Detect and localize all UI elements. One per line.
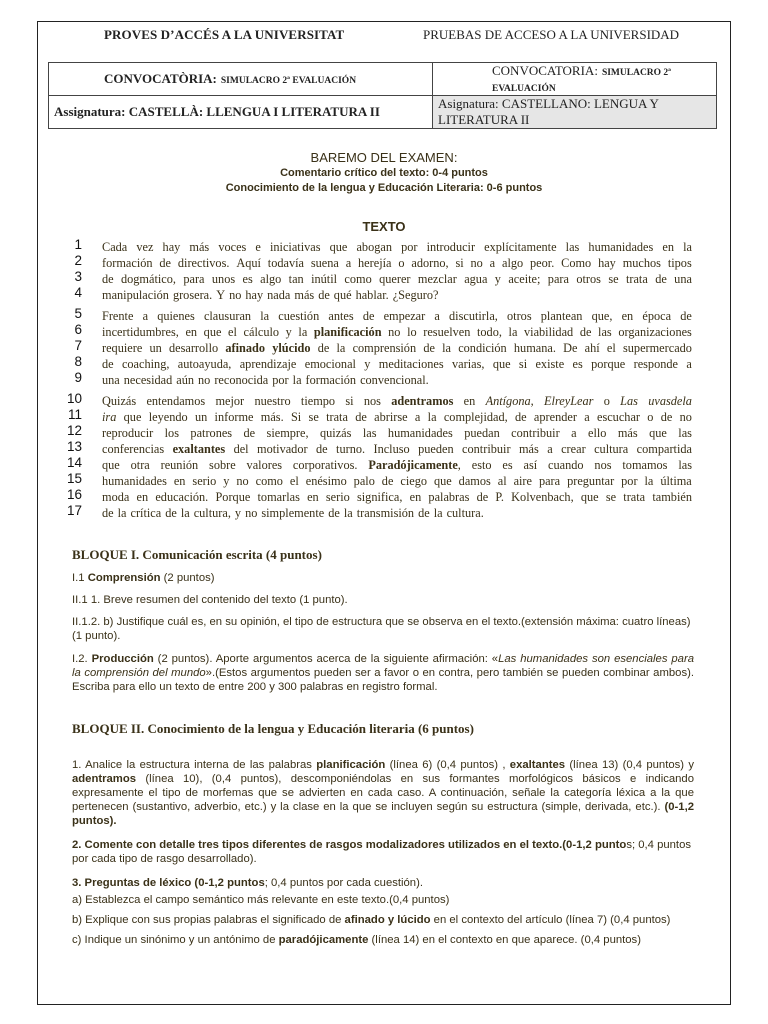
- text-line: [60, 271, 692, 287]
- line-text: moda en educación. Porque tomarlas en serio significa, en palabras de P. Kolvenbach, que se trata también: [102, 490, 692, 504]
- bloque-1-title: BLOQUE I. Comunicación escrita (4 puntos): [72, 547, 322, 562]
- line-text: de la crítica de la cultura, y no simplemente de la transmisión de la cultura.: [102, 506, 484, 520]
- line-number: 17: [66, 503, 82, 518]
- line-number: 12: [66, 423, 82, 438]
- line-number: 13: [66, 439, 82, 454]
- question-b2-3: 3. Preguntas de léxico (0-1,2 puntos; 0,4 puntos por cada cuestión).: [72, 877, 423, 889]
- text-line: [60, 489, 692, 505]
- text-line: [60, 425, 692, 441]
- line-number: 9: [74, 370, 82, 385]
- text-line: [60, 457, 692, 473]
- line-text: requiere un desarrollo afinado ylúcido de la comprensión de la condición humana. De ahí el supermercado: [102, 341, 692, 355]
- line-text: incertidumbres, en que el cálculo y la planificación no lo resuelven todo, la viabilidad de las organizaciones: [102, 325, 692, 339]
- line-number: 3: [74, 269, 82, 284]
- line-number: 11: [67, 407, 82, 422]
- header-convocatoria-spanish: CONVOCATORIA: SIMULACRO 2ª EVALUACIÓN: [433, 63, 717, 96]
- line-text: de coaching, autoayuda, aprendizaje emocional y meditaciones varias, que si existe es porque responde a: [102, 357, 692, 371]
- text-line: [60, 372, 692, 388]
- texto-heading: TEXTO: [362, 219, 406, 234]
- line-number: 4: [74, 285, 82, 300]
- baremo-line-comentario: Comentario crítico del texto: 0-4 puntos: [280, 167, 488, 179]
- text-line: [60, 409, 692, 425]
- line-number: 2: [74, 253, 82, 268]
- line-text: reproducir los patrones de siempre, quizás las humanidades puedan contribuir a ello más que las: [102, 426, 692, 440]
- line-text: ira que leyendo un informe más. Si se trata de abrirse a la complejidad, de aprender a escuchar o de no: [102, 410, 692, 424]
- header-subject-spanish: Asignatura: CASTELLANO: LENGUA Y LITERATURA II: [433, 96, 717, 129]
- text-line: [60, 324, 692, 340]
- header-title-spanish: PRUEBAS DE ACCESO A LA UNIVERSIDAD: [423, 27, 680, 42]
- text-line: [60, 287, 692, 303]
- line-number: 14: [66, 455, 82, 470]
- line-number: 16: [66, 487, 82, 502]
- text-line: [60, 239, 692, 255]
- line-text: humanidades en serio y no como el enésimo palo de ciego que damos al aire para preguntar por la última: [102, 474, 692, 488]
- line-number: 5: [74, 306, 82, 321]
- question-b2-2: 2. Comente con detalle tres tipos diferentes de rasgos modalizadores utilizados en el texto.(0-1,2 puntos; 0,4 puntos por cada tipo de rasgo desarrollado).: [72, 839, 691, 865]
- line-number: 10: [66, 391, 82, 406]
- header-subject-valencian: Assignatura: CASTELLÀ: LLENGUA I LITERATURA II: [49, 96, 433, 129]
- text-body: [60, 239, 692, 521]
- text-line: [60, 308, 692, 324]
- question-b2-3c: c) Indique un sinónimo y un antónimo de paradójicamente (línea 14) en el contexto en que aparece. (0,4 puntos): [72, 934, 641, 946]
- baremo-line-conocimiento: Conocimiento de la lengua y Educación Literaria: 0-6 puntos: [225, 182, 543, 194]
- text-line: [60, 393, 692, 409]
- text-line: [60, 340, 692, 356]
- line-text: Cada vez hay más voces e iniciativas que abogan por introducir explícitamente las humanidades en la: [102, 240, 692, 254]
- text-line: [60, 473, 692, 489]
- question-ii12: II.1.2. b) Justifique cuál es, en su opinión, el tipo de estructura que se observa en el texto.(extensión máxima: cuatro líneas) (1 punto).: [72, 616, 691, 642]
- header-title-valencian: PROVES D’ACCÉS A LA UNIVERSITAT: [104, 27, 345, 42]
- line-number: 1: [74, 237, 82, 252]
- line-number: 7: [74, 338, 82, 353]
- line-text: de dogmático, para unos es algo tan inútil como querer mezclar agua y aceite; para otros se trata de una: [102, 272, 692, 286]
- baremo-title: BAREMO DEL EXAMEN:: [310, 150, 458, 165]
- text-line: [60, 441, 692, 457]
- line-number: 15: [66, 471, 82, 486]
- line-text: Quizás entendamos mejor nuestro tiempo si nos adentramos en Antígona, ElreyLear o Las uvasdela: [102, 394, 692, 408]
- header-convocatoria-valencian: CONVOCATÒRIA: SIMULACRO 2ª EVALUACIÓN: [49, 63, 433, 96]
- question-ii11: II.1 1. Breve resumen del contenido del texto (1 punto).: [72, 594, 348, 606]
- line-number: 6: [74, 322, 82, 337]
- question-b2-3b: b) Explique con sus propias palabras el significado de afinado y lúcido en el contexto del artículo (línea 7) (0,4 puntos): [72, 914, 671, 926]
- question-b2-1: 1. Analice la estructura interna de las palabras planificación (línea 6) (0,4 puntos) , exaltantes (línea 13) (0,4 puntos) y adentramos (línea 10), (0,4 puntos), descomponiéndolas en sus formantes morfológicos básicos e indicando expresamente el tipo de morfemas que se advierten en cada caso. A continuación, señale la categoría léxica a la que pertenecen (sustantivo, adverbio, etc.) y la clase en la que se incluyen según su estructura (simple, derivada, etc.). (0-1,2 puntos).: [72, 759, 695, 827]
- text-line: [60, 255, 692, 271]
- line-text: conferencias exaltantes del motivador de turno. Incluso pueden contribuir más a crear cultura compartida: [102, 442, 692, 456]
- line-text: formación de directivos. Aquí todavía suena a herejía o adorno, si no a algo peor. Como hay muchos tipos: [102, 256, 692, 270]
- bloque-2-title: BLOQUE II. Conocimiento de la lengua y Educación literaria (6 puntos): [72, 721, 474, 736]
- line-text: manipulación grosera. Y no hay nada más de qué hablar. ¿Seguro?: [102, 288, 439, 302]
- line-text: Frente a quienes clausuran la cuestión antes de empezar a discutirla, otros plantean que, en época de: [102, 309, 692, 323]
- header-table: [48, 62, 717, 129]
- question-i2: I.2. Producción (2 puntos). Aporte argumentos acerca de la siguiente afirmación: «Las humanidades son esenciales para la comprensión del mundo».(Estos argumentos pueden ser a favor o en contra, pero también se pueden combinar ambos). Escriba para ello un texto de entre 200 y 300 palabras en registro formal.: [72, 653, 694, 693]
- text-line: [60, 505, 692, 521]
- question-i1: I.1 Comprensión (2 puntos): [72, 572, 215, 584]
- text-line: [60, 356, 692, 372]
- line-text: una necesidad aún no reconocida por la formación convencional.: [102, 373, 429, 387]
- line-text: que otra reunión sobre valores corporativos. Paradójicamente, esto es así cuando nos tomamos las: [102, 458, 692, 472]
- question-b2-3a: a) Establezca el campo semántico más relevante en este texto.(0,4 puntos): [72, 894, 450, 906]
- line-number: 8: [74, 354, 82, 369]
